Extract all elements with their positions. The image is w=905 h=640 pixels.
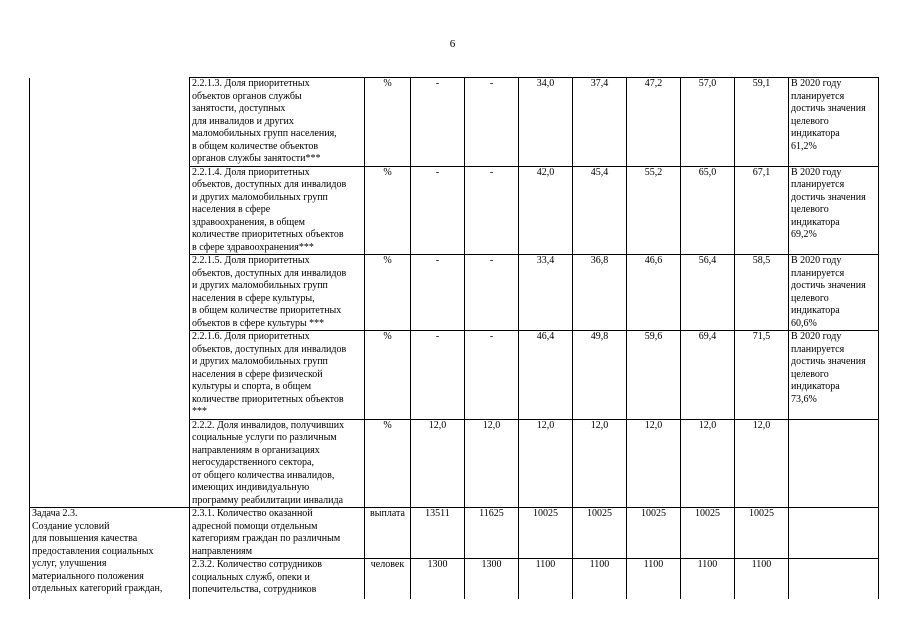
- value-cell: 12,0: [627, 419, 681, 508]
- value-cell: 12,0: [735, 419, 789, 508]
- value-cell: 1100: [627, 559, 681, 599]
- indicator-cell: 2.2.1.6. Доля приоритетных объектов, доступных для инвалидов и других маломобильных групп населения в сфере физической культуры и спорта, в общем количестве приоритетных объектов ***: [190, 331, 365, 420]
- unit-cell: %: [365, 255, 411, 331]
- note-cell: В 2020 году планируется достичь значения целевого индикатора 73,6%: [789, 331, 879, 420]
- value-cell: 42,0: [519, 166, 573, 255]
- value-cell: 10025: [627, 508, 681, 559]
- value-cell: 49,8: [573, 331, 627, 420]
- value-cell: 45,4: [573, 166, 627, 255]
- value-cell: -: [411, 331, 465, 420]
- page-number: 6: [449, 38, 456, 50]
- value-cell: 11625: [465, 508, 519, 559]
- indicators-table: [29, 77, 879, 599]
- value-cell: 12,0: [411, 419, 465, 508]
- table-row: [30, 78, 879, 167]
- value-cell: 46,6: [627, 255, 681, 331]
- value-cell: -: [465, 255, 519, 331]
- value-cell: 55,2: [627, 166, 681, 255]
- value-cell: 1100: [681, 559, 735, 599]
- value-cell: -: [411, 166, 465, 255]
- value-cell: 10025: [519, 508, 573, 559]
- value-cell: 13511: [411, 508, 465, 559]
- value-cell: 1300: [465, 559, 519, 599]
- note-cell: [789, 559, 879, 599]
- indicator-cell: 2.3.2. Количество сотрудников социальных служб, опеки и попечительства, сотрудников: [190, 559, 365, 599]
- unit-cell: выплата: [365, 508, 411, 559]
- value-cell: 59,1: [735, 78, 789, 167]
- value-cell: 46,4: [519, 331, 573, 420]
- value-cell: 59,6: [627, 331, 681, 420]
- value-cell: 33,4: [519, 255, 573, 331]
- value-cell: 10025: [681, 508, 735, 559]
- value-cell: 58,5: [735, 255, 789, 331]
- value-cell: 12,0: [681, 419, 735, 508]
- value-cell: 1100: [573, 559, 627, 599]
- value-cell: 36,8: [573, 255, 627, 331]
- value-cell: 67,1: [735, 166, 789, 255]
- indicator-cell: 2.2.1.5. Доля приоритетных объектов, доступных для инвалидов и других маломобильных групп населения в сфере культуры, в общем количестве приоритетных объектов в сфере культуры ***: [190, 255, 365, 331]
- note-cell: [789, 508, 879, 559]
- indicator-cell: 2.2.1.4. Доля приоритетных объектов, доступных для инвалидов и других маломобильных групп населения в сфере здравоохранения, в общем количестве приоритетных объектов в сфере здравоохранения***: [190, 166, 365, 255]
- indicator-cell: 2.2.1.3. Доля приоритетных объектов органов службы занятости, доступных для инвалидов и других маломобильных групп населения, в общем количестве объектов органов службы занятости***: [190, 78, 365, 167]
- note-cell: В 2020 году планируется достичь значения целевого индикатора 69,2%: [789, 166, 879, 255]
- value-cell: 12,0: [519, 419, 573, 508]
- value-cell: 1300: [411, 559, 465, 599]
- value-cell: 37,4: [573, 78, 627, 167]
- value-cell: 12,0: [573, 419, 627, 508]
- value-cell: 71,5: [735, 331, 789, 420]
- value-cell: 10025: [735, 508, 789, 559]
- unit-cell: %: [365, 331, 411, 420]
- value-cell: 57,0: [681, 78, 735, 167]
- value-cell: -: [411, 78, 465, 167]
- value-cell: 10025: [573, 508, 627, 559]
- value-cell: 1100: [519, 559, 573, 599]
- unit-cell: человек: [365, 559, 411, 599]
- note-cell: В 2020 году планируется достичь значения целевого индикатора 60,6%: [789, 255, 879, 331]
- table-row: [30, 508, 879, 559]
- value-cell: -: [411, 255, 465, 331]
- value-cell: 56,4: [681, 255, 735, 331]
- note-cell: В 2020 году планируется достичь значения целевого индикатора 61,2%: [789, 78, 879, 167]
- value-cell: 1100: [735, 559, 789, 599]
- unit-cell: %: [365, 78, 411, 167]
- value-cell: -: [465, 331, 519, 420]
- task-cell: [30, 78, 190, 508]
- value-cell: 47,2: [627, 78, 681, 167]
- value-cell: 12,0: [465, 419, 519, 508]
- unit-cell: %: [365, 419, 411, 508]
- value-cell: -: [465, 78, 519, 167]
- value-cell: 69,4: [681, 331, 735, 420]
- value-cell: -: [465, 166, 519, 255]
- value-cell: 65,0: [681, 166, 735, 255]
- unit-cell: %: [365, 166, 411, 255]
- indicator-cell: 2.2.2. Доля инвалидов, получивших социальные услуги по различным направлениям в организациях негосударственного сектора, от общего количества инвалидов, имеющих индивидуальную программу реабилитации инвалида: [190, 419, 365, 508]
- indicator-cell: 2.3.1. Количество оказанной адресной помощи отдельным категориям граждан по различным направлениям: [190, 508, 365, 559]
- task-cell: Задача 2.3. Создание условий для повышения качества предоставления социальных услуг, улучшения материального положения отдельных категорий граждан,: [30, 508, 190, 599]
- value-cell: 34,0: [519, 78, 573, 167]
- note-cell: [789, 419, 879, 508]
